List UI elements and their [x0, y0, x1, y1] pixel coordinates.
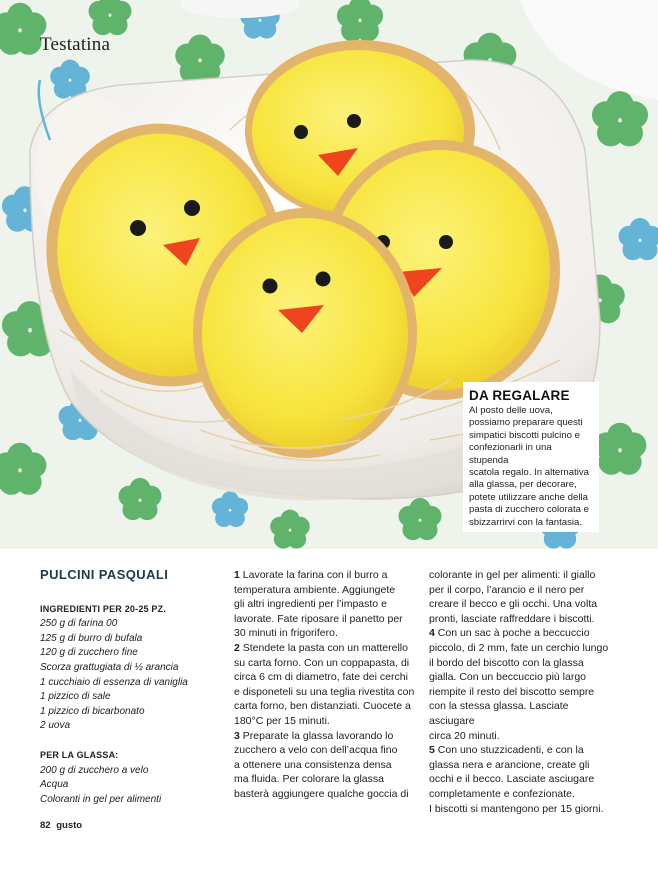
eye-icon — [184, 200, 200, 216]
method-line — [429, 758, 613, 773]
recipe-title: PULCINI PASQUALI — [40, 567, 169, 582]
caption-line: simpatici biscotti pulcino e — [469, 429, 580, 441]
step-text: riempite il resto del biscotto sempre — [429, 685, 595, 698]
ingredient-item: 250 g di farina 00 — [40, 618, 118, 630]
method-line — [234, 714, 417, 729]
glaze-item: Coloranti in gel per alimenti — [40, 793, 162, 805]
step-number: 4 — [429, 627, 435, 640]
ingredient-item: 120 g di zucchero fine — [40, 647, 138, 659]
caption-line: confezionarli in una stupenda — [469, 442, 552, 466]
step-text: Lavorate la farina con il burro a — [242, 569, 388, 581]
method-line — [429, 802, 613, 817]
method-line — [234, 729, 417, 744]
method-line — [234, 641, 417, 656]
step-text: completamente e confezionate. — [429, 787, 575, 800]
step-text: carta forno, ben distanziati. Cuocete a — [234, 700, 411, 713]
method-line — [234, 699, 417, 714]
glaze-item: 200 g di zucchero a velo — [40, 764, 149, 776]
method-line — [234, 597, 417, 612]
step-text: creare il becco e gli occhi. Una volta — [429, 598, 598, 611]
ingredients-heading: INGREDIENTI PER 20-25 PZ. — [40, 603, 167, 614]
step-text: su carta forno. Con un coppapasta, di — [234, 656, 410, 669]
step-text: ma fluida. Per colorare la glassa — [234, 773, 384, 786]
method-line — [429, 568, 613, 583]
eye-icon — [347, 114, 361, 128]
page-footer — [40, 820, 82, 831]
step-text: e disponeteli su una teglia rivestita con — [234, 685, 415, 698]
step-text: gli altri ingredienti per l’impasto e — [234, 598, 387, 611]
method-line — [429, 685, 613, 700]
glaze-item: Acqua — [40, 779, 69, 791]
ingredient-item: Scorza grattugiata di ½ arancia — [40, 661, 179, 673]
step-text: pronti, lasciate raffreddare i biscotti. — [429, 612, 595, 625]
method-line — [234, 656, 417, 671]
step-number: 1 — [234, 569, 240, 581]
step-text: con la stessa glassa. Lasciate asciugare — [429, 700, 569, 727]
step-text: basterà aggiungere qualche goccia di — [234, 787, 409, 800]
method-line — [234, 772, 417, 787]
method-line — [429, 626, 613, 641]
step-text: circa 20 minuti. — [429, 729, 500, 742]
eye-icon — [130, 220, 146, 236]
step-text: circa 6 cm di diametro, fate dei cerchi — [234, 671, 408, 684]
caption-line: potete utilizzare anche della — [469, 491, 588, 503]
step-text: 180°C per 15 minuti. — [234, 714, 330, 727]
method-line — [234, 612, 417, 627]
running-header: Testatina — [40, 34, 111, 55]
step-text: temperatura ambiente. Aggiungete — [234, 583, 396, 596]
method-line — [429, 699, 613, 728]
method-line — [234, 685, 417, 700]
step-text: I biscotti si mantengono per 15 giorni. — [429, 802, 604, 815]
step-text: Con uno stuzzicadenti, e con la — [437, 744, 584, 757]
ingredient-item: 125 g di burro di bufala — [40, 632, 143, 644]
caption-line: sbizzarrirvi con la fantasia. — [469, 516, 583, 528]
eye-icon — [439, 235, 453, 249]
method-line — [429, 641, 613, 656]
ingredient-item: 2 uova — [40, 720, 71, 732]
step-text: Preparate la glassa lavorando lo — [242, 729, 394, 742]
caption-text — [469, 405, 593, 529]
ingredients-column — [40, 568, 220, 807]
method-line — [234, 583, 417, 598]
step-number: 5 — [429, 744, 435, 757]
step-text: a ottenere una consistenza densa — [234, 758, 392, 771]
method-line — [429, 656, 613, 671]
step-text: zucchero a velo con dell’acqua fino — [234, 744, 398, 757]
step-text: il bordo del biscotto con la glassa — [429, 656, 584, 669]
step-text: Stendete la pasta con un matterello — [242, 641, 408, 654]
method-line — [429, 583, 613, 598]
eye-icon — [294, 125, 308, 139]
step-text: 30 minuti in frigorifero. — [234, 627, 338, 640]
method-line — [429, 729, 613, 744]
method-line — [429, 612, 613, 627]
step-number: 2 — [234, 641, 240, 654]
method-line — [234, 743, 417, 758]
method-column-1 — [234, 568, 417, 802]
method-line — [429, 772, 613, 787]
method-line — [429, 597, 613, 612]
ingredient-item: 1 cucchiaio di essenza di vaniglia — [40, 676, 188, 688]
page-number: 82 — [40, 820, 51, 831]
step-text: piccolo, di 2 mm, fate un cerchio lungo — [429, 641, 609, 654]
magazine-brand: gusto — [56, 820, 83, 831]
step-text: occhi e il becco. Lasciate asciugare — [429, 773, 595, 786]
caption-box — [463, 382, 599, 532]
caption-line: Al posto delle uova, — [469, 405, 553, 416]
method-line — [429, 670, 613, 685]
caption-line: possiamo preparare questi — [469, 417, 583, 429]
caption-line: scatola regalo. In alternativa — [469, 467, 589, 479]
method-line — [234, 787, 417, 802]
method-line — [234, 758, 417, 773]
caption-line: alla glassa, per decorare, — [469, 479, 577, 491]
step-text: lavorate. Fate riposare il panetto per — [234, 612, 403, 625]
method-line — [429, 787, 613, 802]
ingredient-item: 1 pizzico di bicarbonato — [40, 705, 145, 717]
method-line — [234, 568, 417, 583]
step-text: Con un sac à poche a beccuccio — [437, 627, 590, 640]
step-number: 3 — [234, 729, 240, 742]
method-line — [234, 626, 417, 641]
method-line — [429, 743, 613, 758]
eye-icon — [263, 279, 278, 294]
method-column-2 — [429, 568, 613, 816]
caption-line: pasta di zucchero colorata e — [469, 504, 589, 516]
method-line — [234, 670, 417, 685]
step-text: colorante in gel per alimenti: il giallo — [429, 569, 596, 581]
step-text: glassa nera e arancione, create gli — [429, 758, 590, 771]
glaze-heading: PER LA GLASSA: — [40, 749, 119, 760]
step-text: per il corpo, l’arancio e il nero per — [429, 583, 585, 596]
caption-title: DA REGALARE — [469, 388, 570, 403]
step-text: gialla. Con un beccuccio più largo — [429, 671, 587, 684]
eye-icon — [316, 272, 331, 287]
ingredient-item: 1 pizzico di sale — [40, 691, 111, 703]
